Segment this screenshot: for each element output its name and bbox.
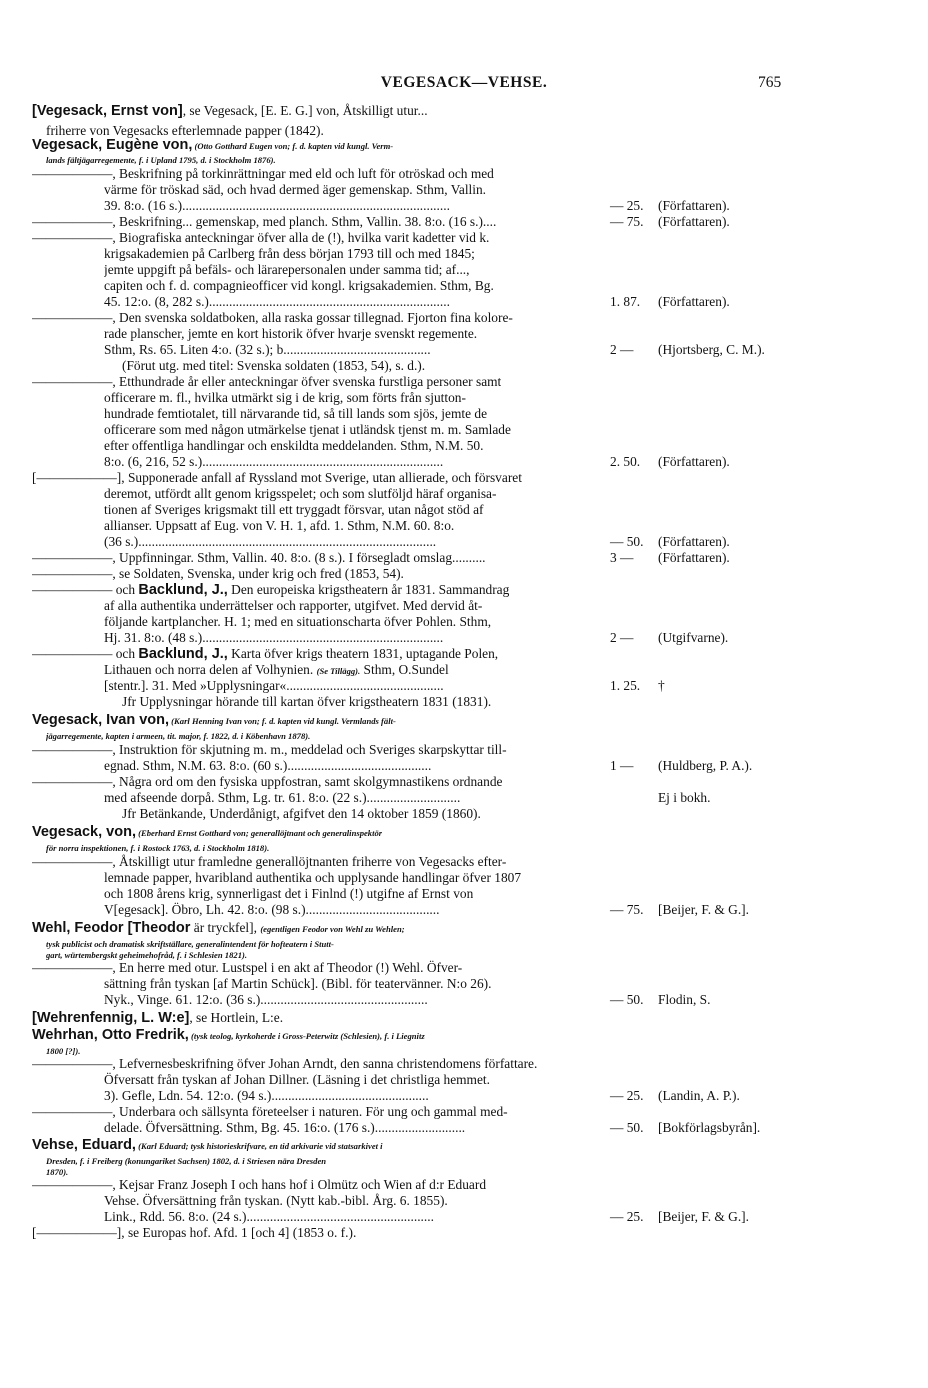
entry-line [104, 976, 491, 991]
publisher: [Beijer, F. & G.]. [658, 1209, 749, 1224]
entry-line [104, 438, 483, 453]
publisher: (Författaren). [658, 550, 730, 565]
entry-line [32, 1177, 486, 1192]
entry-note: (Karl Eduard; tysk historieskrifvare, en tid arkivarie vid statsarkivet i [135, 1141, 383, 1151]
entry-note: (Karl Henning Ivan von; f. d. kapten vid kungl. Vermlands fält- [169, 716, 396, 726]
entry-text: delade. Öfversättning. Sthm, Bg. 45. 16:o. (176 s.)........................... [104, 1120, 466, 1135]
entry-text: värme för tröskad säd, och hvad dermed äger gemenskap. Sthm, Vallin. [104, 182, 487, 197]
entry-heading: Backlund, J., [138, 646, 228, 662]
entry-text: ——————, Beskrifning på torkinrättningar med eld och luft för otröskad och med [32, 166, 494, 181]
entry-text: Jfr Upplysningar hörande till kartan öfver krigstheatern 1831 (1831). [122, 694, 492, 709]
entry-text: [——————], Supponerade anfall af Ryssland mot Sverige, utan allierade, och försvaret [32, 470, 522, 485]
entry-note: 1870). [46, 1167, 69, 1177]
entry-line [104, 630, 443, 645]
entry-text: är tryckfel], [190, 920, 261, 935]
entry-line [32, 960, 462, 975]
entry-note: Dresden, f. i Freiberg (konungariket Sachsen) 1802, d. i Striesen nära Dresden [46, 1156, 327, 1166]
entry-line [104, 182, 486, 197]
entry-line [104, 422, 511, 437]
publisher: (Författaren). [658, 454, 730, 469]
entry-line [122, 694, 491, 709]
entry-line [32, 1225, 356, 1240]
entry-text: Hj. 31. 8:o. (48 s.)........................................................................ [104, 630, 444, 645]
entry-text: (36 s.)......................................................................................... [104, 534, 437, 549]
entry-line [104, 198, 450, 213]
entry-line [104, 406, 487, 421]
entry-note: 1800 [?]). [46, 1046, 81, 1056]
entry-text: ——————, Beskrifning... gemenskap, med planch. Sthm, Vallin. 38. 8:o. (16 s.).... [32, 214, 497, 229]
entry-text: Lithauen och norra delen af Volhynien. [104, 662, 317, 677]
entry-line [32, 374, 501, 389]
entry-heading: Wehl, Feodor [Theodor [32, 920, 191, 936]
entry-line [104, 1193, 448, 1208]
entry-note: (tysk teolog, kyrkoherde i Gross-Peterwitz (Schlesien), f. i Liegnitz [188, 1031, 425, 1041]
entry-line [32, 1056, 537, 1071]
entry-text: (Förut utg. med titel: Svenska soldaten (1853, 54), s. d.). [122, 358, 426, 373]
price: 2 — [610, 342, 634, 357]
entry-line [104, 1120, 465, 1135]
entry-line [104, 534, 436, 549]
entry-text: Vehse. Öfversättning från tyskan. (Nytt kab.-bibl. Årg. 6. 1855). [104, 1193, 448, 1208]
entry-text: deremot, utfördt allt genom krigsspelet; och som slutföljd häraf organisa- [104, 486, 497, 501]
entry-text: lemnade papper, hvaribland authentika och upplysande handlingar öfver 1807 [104, 870, 522, 885]
entry-text: [——————], se Europas hof. Afd. 1 [och 4] (1853 o. f.). [32, 1225, 357, 1240]
entry-note: (Eberhard Ernst Gotthard von; generallöjtnant och generalinspektör [135, 828, 383, 838]
entry-text: ——————, Underbara och sällsynta företeelser i naturen. För ung och gammal med- [32, 1104, 508, 1119]
entry-text: ——————, Etthundrade år eller anteckningar öfver svenska furstliga personer samt [32, 374, 502, 389]
publisher: (Författaren). [658, 294, 730, 309]
entry-heading: Vegesack, von, [32, 824, 136, 840]
publisher: (Författaren). [658, 214, 730, 229]
entry-line [32, 1010, 283, 1026]
entry-line [32, 774, 502, 789]
entry-line [104, 518, 454, 533]
price: 1 — [610, 758, 634, 773]
price: — 75. [610, 902, 644, 917]
entry-text: 39. 8:o. (16 s.)................................................................................ [104, 198, 450, 213]
publisher: Ej i bokh. [658, 790, 711, 805]
entry-line [104, 598, 482, 613]
price: — 50. [610, 1120, 644, 1135]
price: — 25. [610, 198, 644, 213]
price: 1. 25. [610, 678, 641, 693]
entry-text: Link., Rdd. 56. 8:o. (24 s.)........................................................ [104, 1209, 434, 1224]
price: 2 — [610, 630, 634, 645]
entry-line [32, 230, 489, 245]
entry-text: Sthm, O.Sundel [360, 662, 449, 677]
entry-text: sättning från tyskan [af Martin Schück]. (Bibl. för teatervänner. N:o 26). [104, 976, 492, 991]
entry-line [104, 1209, 434, 1224]
entry-line [32, 550, 486, 565]
page-number: 765 [758, 74, 782, 91]
entry-line [32, 103, 428, 119]
entry-line [46, 123, 324, 138]
entry-text: tionen af Sveriges krigsmakt till ett tryggadt försvar, utan något stöd af [104, 502, 484, 517]
page-title: VEGESACK—VEHSE. [380, 74, 548, 91]
entry-line [122, 358, 425, 373]
publisher: [Bokförlagsbyrån]. [658, 1120, 761, 1135]
entry-text: ——————, Åtskilligt utur framledne generallöjtnanten friherre von Vegesacks efter- [32, 854, 507, 869]
entry-line [104, 278, 494, 293]
price: 3 — [610, 550, 634, 565]
entry-note: (egentligen Feodor von Wehl zu Wehlen; [260, 924, 405, 934]
entry-text: —————— och [32, 646, 139, 661]
entry-text: 8:o. (6, 216, 52 s.)........................................................................ [104, 454, 444, 469]
entry-line [104, 502, 484, 517]
entry-note: (Se Tillägg). [316, 666, 361, 676]
entry-text: capiten och f. d. compagnieofficer vid kongl. krigsakademien. Sthm, Bg. [104, 278, 494, 293]
entry-note: jägarregemente, kapten i armeen, tit. major, f. 1822, d. i Köbenhavn 1878). [46, 731, 311, 741]
entry-line [32, 582, 509, 598]
entry-line [32, 214, 496, 229]
publisher: (Författaren). [658, 534, 730, 549]
entry-text: af alla authentika underrättelser och rapporter, utgifvet. Med dervid åt- [104, 598, 483, 613]
entry-line [104, 454, 443, 469]
entry-text: med afseende dorpå. Sthm, Lg. tr. 61. 8:o. (22 s.)............................ [104, 790, 461, 805]
entry-text: 45. 12:o. (8, 282 s.)........................................................................ [104, 294, 450, 309]
entry-line [122, 806, 481, 821]
price: 2. 50. [610, 454, 641, 469]
entry-text: 3). Gefle, Ldn. 54. 12:o. (94 s.)............................................... [104, 1088, 429, 1103]
entry-text: egnad. Sthm, N.M. 63. 8:o. (60 s.)........................................... [104, 758, 432, 773]
entry-line [46, 1152, 326, 1169]
price: — 50. [610, 534, 644, 549]
entry-note: tysk publicist och dramatisk skriftställare, generalintendent för hofteatern i Stutt- [46, 939, 334, 949]
entry-line [104, 992, 428, 1007]
entry-line [32, 1027, 425, 1044]
entry-line [32, 742, 507, 757]
entry-text: krigsakademien på Carlberg från dess början 1793 till och med 1845; [104, 246, 475, 261]
entry-note: lands fältjägarregemente, f. i Upland 1795, d. i Stockholm 1876). [46, 155, 276, 165]
entry-line [104, 902, 439, 917]
publisher: Flodin, S. [658, 992, 711, 1007]
entry-text: Jfr Betänkande, Underdånigt, afgifvet den 14 oktober 1859 (1860). [122, 806, 481, 821]
price: — 25. [610, 1209, 644, 1224]
entry-text: ——————, En herre med otur. Lustspel i en akt af Theodor (!) Wehl. Öfver- [32, 960, 463, 975]
entry-text: ——————, Kejsar Franz Joseph I och hans hof i Olmütz och Wien af d:r Eduard [32, 1177, 487, 1192]
entry-line [104, 294, 450, 309]
entry-note: för norra inspektionen, f. i Rostock 1763, d. i Stockholm 1818). [46, 843, 270, 853]
entry-line [104, 678, 444, 693]
entry-text: rade planscher, jemte en kort historik öfver hvarje svenskt regemente. [104, 326, 478, 341]
entry-heading: Vehse, Eduard, [32, 1137, 136, 1153]
entry-text: ——————, se Soldaten, Svenska, under krig och fred (1853, 54). [32, 566, 404, 581]
entry-text: , se Hortlein, L:e. [189, 1010, 284, 1025]
entry-line [104, 342, 431, 357]
entry-text: ——————, Några ord om den fysiska uppfostran, samt skolgymnastikens ordnande [32, 774, 503, 789]
entry-text: efter offentliga handlingar och enskildta meddelanden. Sthm, N.M. 50. [104, 438, 484, 453]
entry-text: V[egesack]. Öbro, Lh. 42. 8:o. (98 s.)........................................ [104, 902, 440, 917]
entry-text: och 1808 årens krig, synnerligast det i Finlnd (!) utgifne af Ernst von [104, 886, 474, 901]
entry-line [104, 790, 460, 805]
entry-heading: Wehrhan, Otto Fredrik, [32, 1027, 189, 1043]
publisher: [Beijer, F. & G.]. [658, 902, 749, 917]
publisher: † [658, 678, 665, 693]
entry-line [32, 1104, 508, 1119]
entry-line [32, 646, 498, 662]
price: 1. 87. [610, 294, 641, 309]
publisher: (Utgifvarne). [658, 630, 729, 645]
entry-note: (Otto Gotthard Eugen von; f. d. kapten vid kungl. Verm- [192, 141, 394, 151]
entry-heading: Backlund, J., [138, 582, 228, 598]
entry-heading: Vegesack, Ivan von, [32, 712, 170, 728]
entry-text: Karta öfver krigs theatern 1831, uptagande Polen, [227, 646, 499, 661]
entry-text: allianser. Uppsatt af Eug. von V. H. 1, afd. 1. Sthm, N.M. 60. 8:o. [104, 518, 455, 533]
entry-text: officerare m. fl., hvilka utmärkt sig i de krig, som förts från sjutton- [104, 390, 466, 405]
price: — 75. [610, 214, 644, 229]
publisher: (Författaren). [658, 198, 730, 213]
entry-line [32, 166, 494, 181]
entry-text: Den europeiska krigstheatern år 1831. Sammandrag [227, 582, 510, 597]
entry-line [32, 854, 506, 869]
entry-text: Nyk., Vinge. 61. 12:o. (36 s.).................................................. [104, 992, 428, 1007]
entry-line [32, 566, 404, 581]
entry-line [104, 262, 470, 277]
entry-text: ——————, Den svenska soldatboken, alla raska gossar tillegnad. Fjorton fina kolore- [32, 310, 513, 325]
price: — 25. [610, 1088, 644, 1103]
entry-text: , se Vegesack, [E. E. G.] von, Åtskilligt utur... [182, 103, 428, 118]
entry-line [104, 486, 496, 501]
entry-line [104, 614, 491, 629]
entry-heading: [Wehrenfennig, L. W:e] [32, 1010, 190, 1026]
entry-line [104, 326, 477, 341]
entry-line [104, 1072, 490, 1087]
entry-text: jemte uppgift på befäls- och lärarepersonalen under samma tid; af..., [104, 262, 470, 277]
entry-text: ——————, Uppfinningar. Sthm, Vallin. 40. 8:o. (8 s.). I försegladt omslag.......... [32, 550, 486, 565]
publisher: (Landin, A. P.). [658, 1088, 740, 1103]
entry-line [32, 310, 513, 325]
entry-heading: [Vegesack, Ernst von] [32, 103, 183, 119]
publisher: (Huldberg, P. A.). [658, 758, 753, 773]
entry-text: följande kartplancher. H. 1; med en situationscharta öfver Pohlen. Sthm, [104, 614, 492, 629]
entry-heading: Vegesack, Eugène von, [32, 137, 193, 153]
entry-text: hundrade femtiotalet, till närvarande tid, så till lands som sjös, jemte de [104, 406, 488, 421]
entry-line [104, 246, 475, 261]
entry-text: ——————, Lefvernesbeskrifning öfver Johan Arndt, den sanna christendomens författare. [32, 1056, 538, 1071]
entry-line [104, 390, 466, 405]
publisher: (Hjortsberg, C. M.). [658, 342, 765, 357]
entry-text: Öfversatt från tyskan af Johan Dillner. (Läsning i det christliga hemmet. [104, 1072, 490, 1087]
entry-text: [stentr.]. 31. Med »Upplysningar«............................................... [104, 678, 444, 693]
entry-line [104, 758, 431, 773]
entry-text: Sthm, Rs. 65. Liten 4:o. (32 s.); b............................................ [104, 342, 431, 357]
entry-line [104, 662, 449, 679]
entry-text: ——————, Instruktion för skjutning m. m., meddelad och Sveriges skarpskyttar till- [32, 742, 507, 757]
entry-line [104, 870, 521, 885]
entry-text: —————— och [32, 582, 139, 597]
entry-text: ——————, Biografiska anteckningar öfver alla de (!), hvilka varit kadetter vid k. [32, 230, 490, 245]
price: — 50. [610, 992, 644, 1007]
entry-line [104, 886, 473, 901]
entry-note: gart, würtembergskt geheimehofråd, f. i Schlesien 1821). [46, 950, 248, 960]
entry-line [32, 470, 522, 485]
entry-text: friherre von Vegesacks efterlemnade papper (1842). [46, 123, 324, 138]
entry-line [104, 1088, 429, 1103]
entry-text: officerare som med någon utmärkelse tjenat i utländsk tjenst m. m. Samlade [104, 422, 511, 437]
